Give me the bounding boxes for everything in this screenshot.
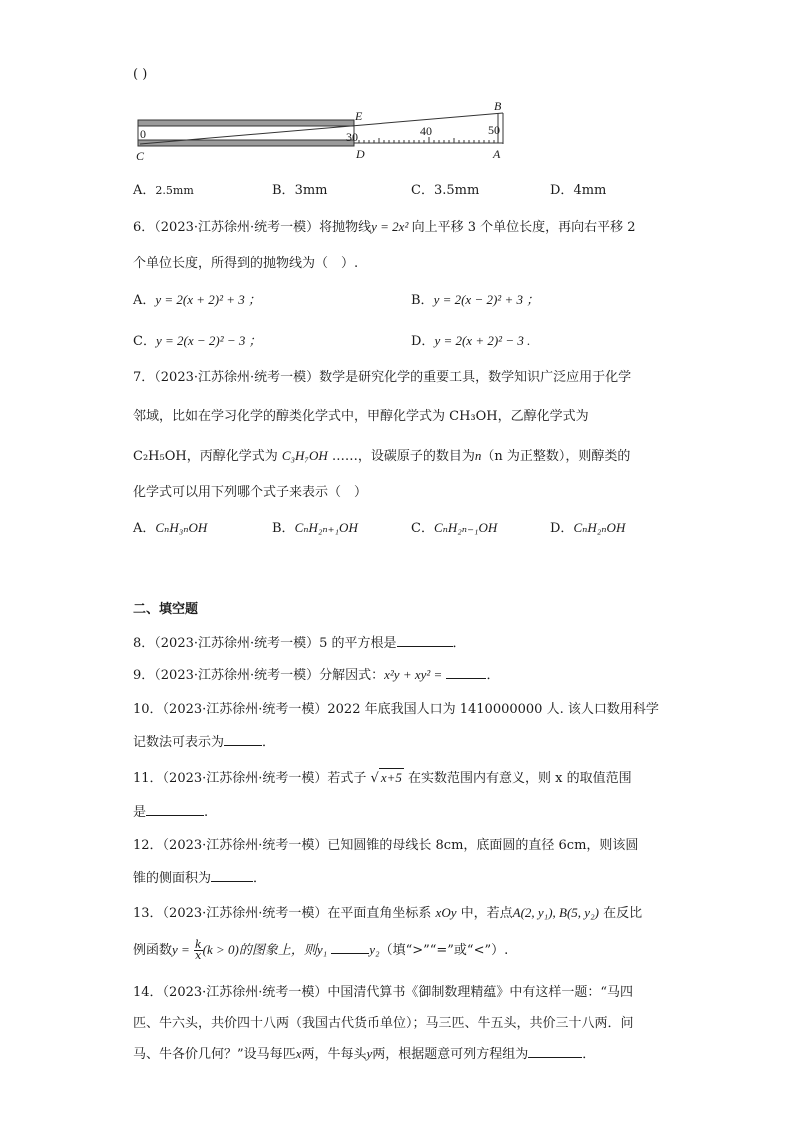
- q5-option-b: B．3mm: [272, 183, 328, 198]
- q14-line-2: 匹、牛六头，共价四十八两（我国古代货币单位）；马三匹、牛五头，共价三十八两．问: [133, 1016, 634, 1031]
- q14-line-3: 马、牛各价几何？”设马每匹x两，牛每头y两，根据题意可列方程组为 ．: [133, 1046, 596, 1062]
- q13-answer-blank[interactable]: [331, 941, 369, 954]
- q12-line-1: 12．（2023·江苏徐州·统考一模）已知圆锥的母线长 8cm，底面圆的直径 6cm，则该圆: [133, 838, 639, 853]
- tick-label-30: 30: [346, 130, 358, 144]
- q9: 9．（2023·江苏徐州·统考一模）分解因式：x²y + xy² = ．: [133, 667, 500, 683]
- q10-answer-blank[interactable]: [224, 733, 262, 746]
- q7-line-1: 7．（2023·江苏徐州·统考一模）数学是研究化学的重要工具，数学知识广泛应用于化学: [133, 370, 632, 385]
- q11-line-1: 11．（2023·江苏徐州·统考一模）若式子 √ x+5 在实数范围内有意义，则 x 的取值范围: [133, 770, 632, 786]
- ruler-top-bar: [138, 120, 354, 126]
- fraction-k-over-x: $\frac{k}{x}$: [194, 938, 202, 962]
- q12-answer-blank[interactable]: [211, 869, 253, 882]
- line-CB: [140, 113, 503, 144]
- label-D: D: [356, 147, 365, 161]
- q8-answer-blank[interactable]: [397, 634, 453, 647]
- tick-label-0: 0: [140, 127, 146, 141]
- section-heading-fill-in: 二、填空题: [133, 602, 199, 617]
- q14-line-1: 14．（2023·江苏徐州·统考一模）中国清代算书《御制数理精蕴》中有这样一题：“马四: [133, 985, 634, 1000]
- q10-line-1: 10．（2023·江苏徐州·统考一模）2022 年底我国人口为 1410000000 人. 该人口数用科学: [133, 702, 659, 717]
- q7-option-d: D．CₙH₂ₙOH: [550, 520, 626, 536]
- ruler-bottom-bar: [138, 140, 354, 146]
- q7-option-b: B．CₙH₂ₙ₊₁OH: [272, 520, 358, 536]
- q6-option-c: C．y = 2(x − 2)² − 3 ；: [133, 333, 262, 349]
- q6-line-1: 6．（2023·江苏徐州·统考一模）将抛物线y = 2x² 向上平移 3 个单位长度，再向右平移 2: [133, 219, 636, 235]
- q11-line-2: 是 .: [133, 805, 209, 820]
- q10-line-2: 记数法可表示为 ．: [133, 735, 276, 750]
- q5-option-a: A．2.5mm: [133, 183, 194, 198]
- q12-line-2: 锥的侧面积为 ．: [133, 871, 267, 886]
- q6-option-b: B．y = 2(x − 2)² + 3 ；: [411, 292, 540, 308]
- q5-option-c: C．3.5mm: [411, 183, 480, 198]
- q11-answer-blank[interactable]: [146, 803, 204, 816]
- q7-option-c: C．CₙH₂ₙ₋₁OH: [411, 520, 498, 536]
- q7-option-a: A．CₙH₃ₙOH: [133, 520, 208, 536]
- q14-answer-blank[interactable]: [528, 1045, 582, 1058]
- q13-line-2: 例函数y = $\frac{k}{x}$ (k > 0)的图象上，则y₁ y₂（填“>”“=”或“<”）.: [133, 938, 509, 962]
- label-B: B: [494, 99, 502, 113]
- label-E: E: [355, 109, 363, 123]
- q13-line-1: 13．（2023·江苏徐州·统考一模）在平面直角坐标系 xOy 中，若点A(2, y₁), B(5, y₂) 在反比: [133, 905, 643, 921]
- q9-answer-blank[interactable]: [446, 666, 486, 679]
- label-C: C: [136, 149, 145, 163]
- q7-line-2: 邻域，比如在学习化学的醇类化学式中，甲醇化学式为 CH₃OH，乙醇化学式为: [133, 409, 589, 424]
- tick-label-50: 50: [488, 123, 500, 137]
- q5-bracket: ( ): [133, 67, 148, 82]
- q6-option-a: A．y = 2(x + 2)² + 3 ；: [133, 292, 262, 308]
- sqrt-expression: x+5: [380, 770, 402, 785]
- tick-label-40: 40: [420, 124, 432, 138]
- q8: 8．（2023·江苏徐州·统考一模）5 的平方根是 ．: [133, 636, 466, 651]
- q6-line-2: 个单位长度，所得到的抛物线为（ ）.: [133, 256, 359, 271]
- q7-line-3: C₂H₅OH，丙醇化学式为 C₃H₇OH ……，设碳原子的数目为n（n 为正整数），则醇类的: [133, 448, 631, 464]
- q6-option-d: D．y = 2(x + 2)² − 3 .: [411, 333, 531, 349]
- q5-option-d: D．4mm: [550, 183, 607, 198]
- label-A: A: [493, 147, 501, 161]
- ruler-figure: [0, 96, 794, 176]
- q7-line-4: 化学式可以用下列哪个式子来表示（ ）: [133, 485, 368, 500]
